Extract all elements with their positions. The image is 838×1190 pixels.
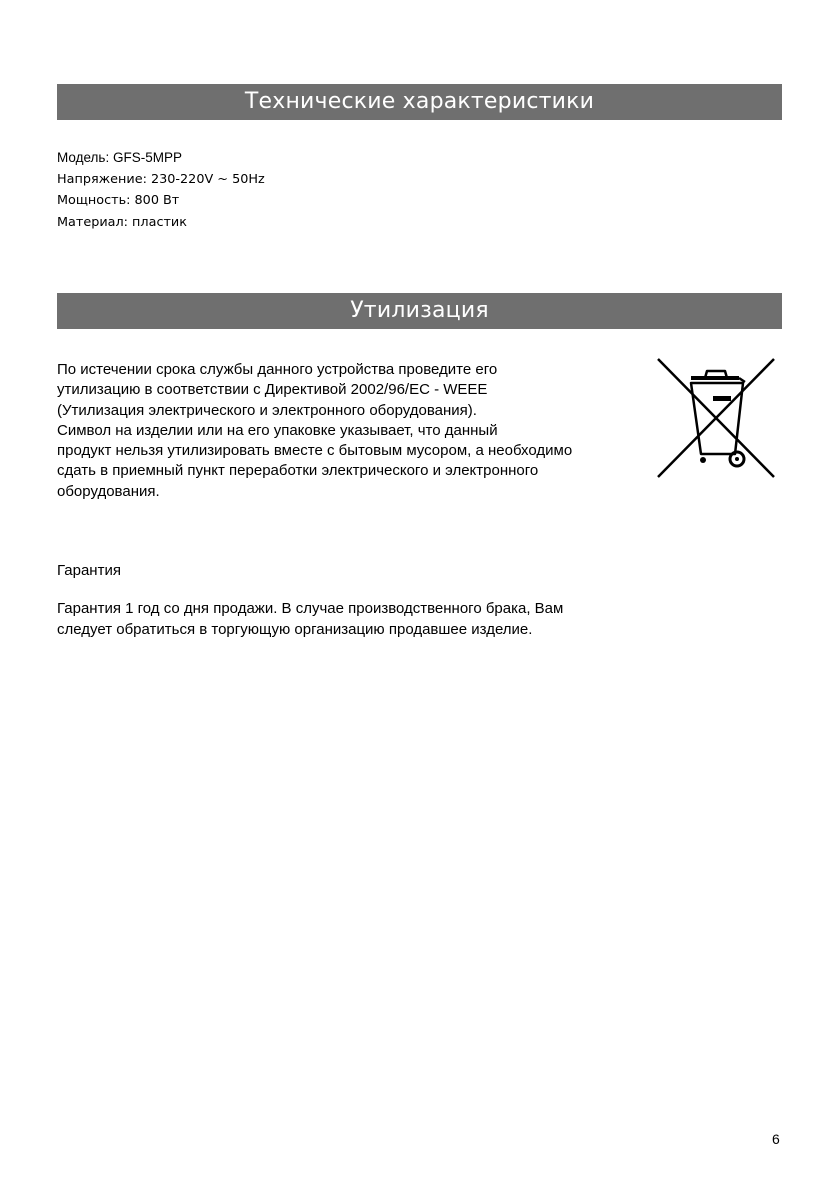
spec-power: Мощность: 800 Вт: [57, 193, 180, 208]
specs-section-title: Технические характеристики: [57, 84, 782, 120]
spec-model: Модель: GFS-5MPP: [57, 150, 182, 165]
specs-list: [57, 147, 265, 233]
disposal-line: сдать в приемный пункт переработки электрического и электронного: [57, 462, 539, 480]
disposal-line: По истечении срока службы данного устройства проведите его: [57, 361, 498, 378]
disposal-line: продукт нельзя утилизировать вместе с бытовым мусором, а необходимо: [57, 442, 573, 460]
warranty-line: следует обратиться в торгующую организацию продавшее изделие.: [57, 620, 533, 638]
disposal-section-title: Утилизация: [57, 293, 782, 329]
warranty-paragraph: [57, 599, 563, 640]
crossed-out-wheelie-bin-icon: [655, 356, 777, 480]
disposal-line: оборудования.: [57, 482, 160, 500]
warranty-heading: Гарантия: [57, 562, 121, 579]
spec-voltage: Напряжение: 230-220V ~ 50Hz: [57, 171, 265, 187]
disposal-line: Символ на изделии или на его упаковке указывает, что данный: [57, 421, 498, 439]
disposal-paragraph: [57, 360, 647, 502]
disposal-line: утилизацию в соответствии с Директивой 2002/96/EC - WEEE: [57, 381, 488, 399]
warranty-line: Гарантия 1 год со дня продажи. В случае производственного брака, Вам: [57, 600, 564, 617]
spec-material: Материал: пластик: [57, 214, 187, 230]
page-number: 6: [772, 1131, 780, 1147]
disposal-line: (Утилизация электрического и электронного оборудования).: [57, 401, 477, 419]
